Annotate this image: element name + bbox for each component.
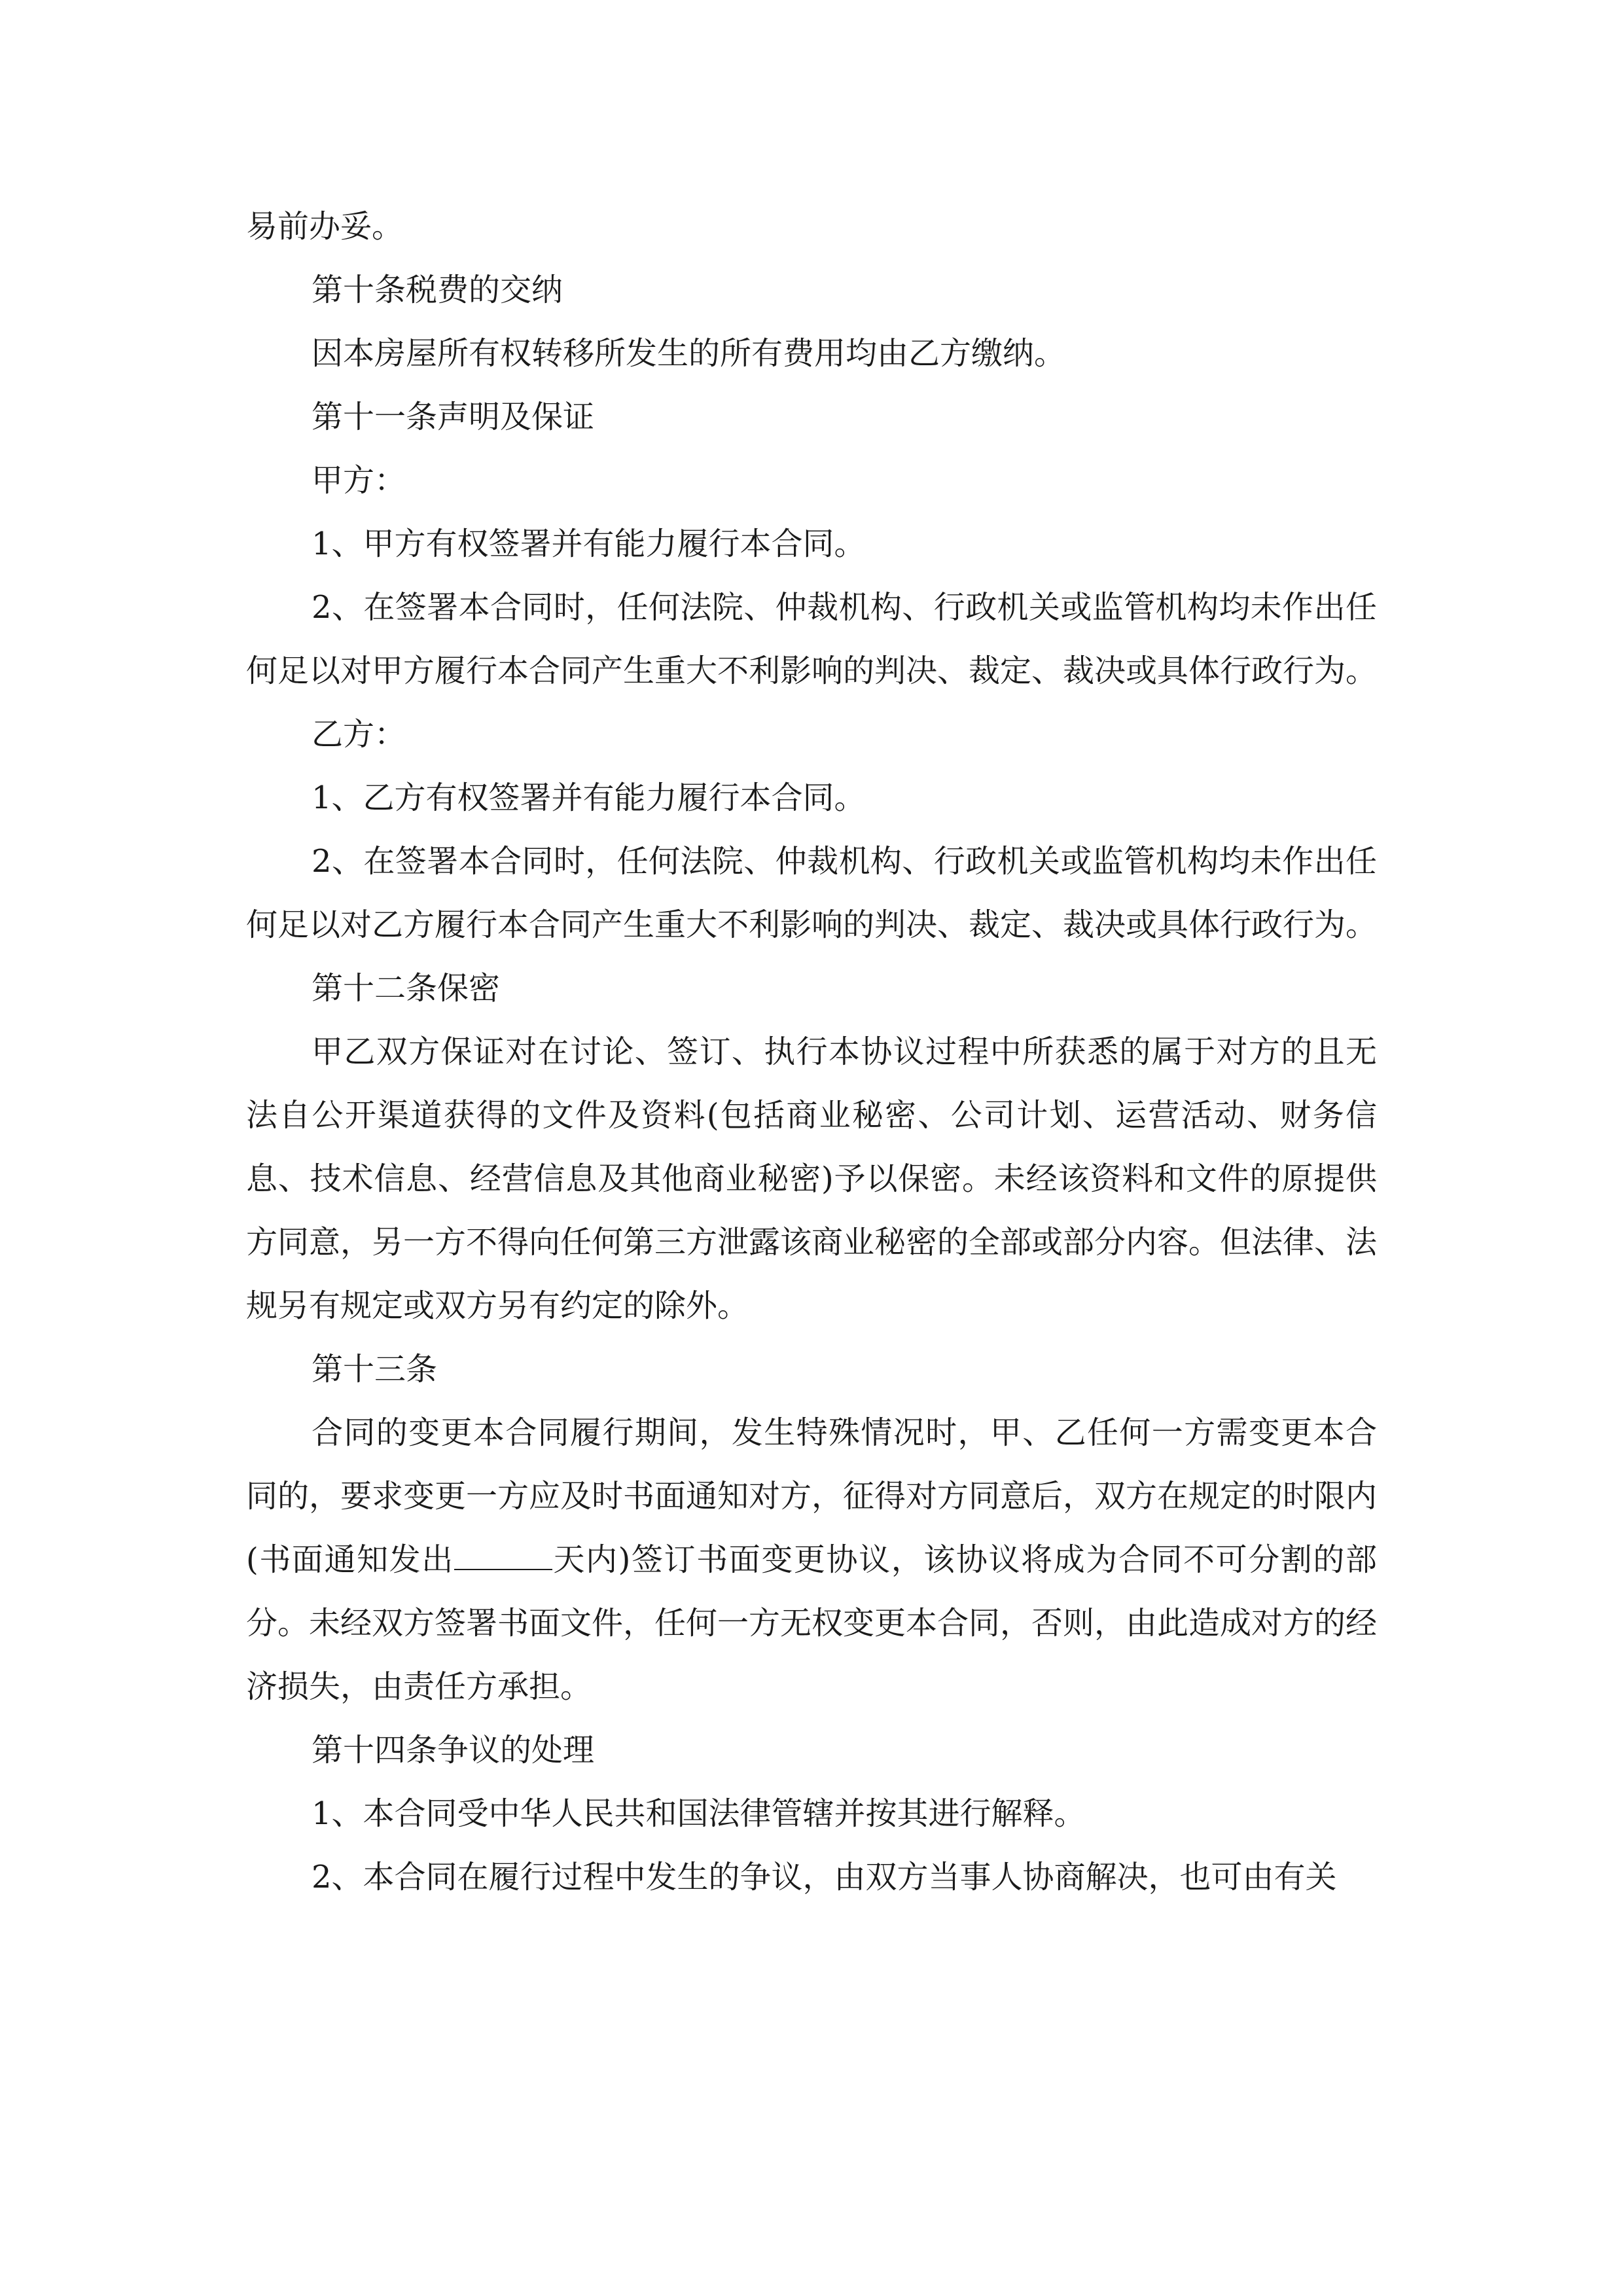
article-13-text <box>246 1401 1377 1719</box>
article-13-text-part-2: 天内)签订书面变更协议，该协议将成为合同不可分割的部分。未经双方签署书面文件，任何一方无权变更本合同，否则，由此造成对方的经济损失，由责任方承担。 <box>246 1541 1378 1705</box>
party-b-label: 乙方： <box>312 716 406 753</box>
party-a-clause-2: 2、在签署本合同时，任何法院、仲裁机构、行政机关或监管机构均未作出任何足以对甲方履行本合同产生重大不利影响的判决、裁定、裁决或具体行政行为。 <box>246 589 1378 689</box>
article-14-heading: 第十四条争议的处理 <box>312 1732 595 1768</box>
party-a-clause-1: 1、甲方有权签署并有能力履行本合同。 <box>312 526 866 562</box>
article-14-clause-1: 1、本合同受中华人民共和国法律管辖并按其进行解释。 <box>312 1795 1086 1832</box>
article-12-heading: 第十二条保密 <box>312 970 501 1007</box>
article-10-heading: 第十条税费的交纳 <box>312 272 563 308</box>
party-a-label: 甲方： <box>312 462 406 499</box>
party-b-clause-1: 1、乙方有权签署并有能力履行本合同。 <box>312 780 866 816</box>
article-13-text-part-1: 合同的变更本合同履行期间，发生特殊情况时，甲、乙任何一方需变更本合同的，要求变更一方应及时书面通知对方，征得对方同意后，双方在规定的时限内(书面通知发出 <box>246 1414 1378 1578</box>
article-11-heading: 第十一条声明及保证 <box>312 399 595 435</box>
days-blank-field <box>454 1543 552 1570</box>
article-14-clause-2: 2、本合同在履行过程中发生的争议，由双方当事人协商解决，也可由有关 <box>312 1859 1337 1895</box>
article-10-text: 因本房屋所有权转移所发生的所有费用均由乙方缴纳。 <box>312 335 1066 372</box>
article-13-heading: 第十三条 <box>312 1351 438 1388</box>
document-body <box>246 195 1377 1909</box>
article-12-text: 甲乙双方保证对在讨论、签订、执行本协议过程中所获悉的属于对方的且无法自公开渠道获得的文件及资料(包括商业秘密、公司计划、运营活动、财务信息、技术信息、经营信息及其他商业秘密)予以保密。未经该资料和文件的原提供方同意，另一方不得向任何第三方泄露该商业秘密的全部或部分内容。但法律、法规另有规定或双方另有约定的除外。 <box>246 1033 1378 1324</box>
party-b-clause-2: 2、在签署本合同时，任何法院、仲裁机构、行政机关或监管机构均未作出任何足以对乙方履行本合同产生重大不利影响的判决、裁定、裁决或具体行政行为。 <box>246 843 1378 943</box>
paragraph-continuation: 易前办妥。 <box>246 208 404 245</box>
